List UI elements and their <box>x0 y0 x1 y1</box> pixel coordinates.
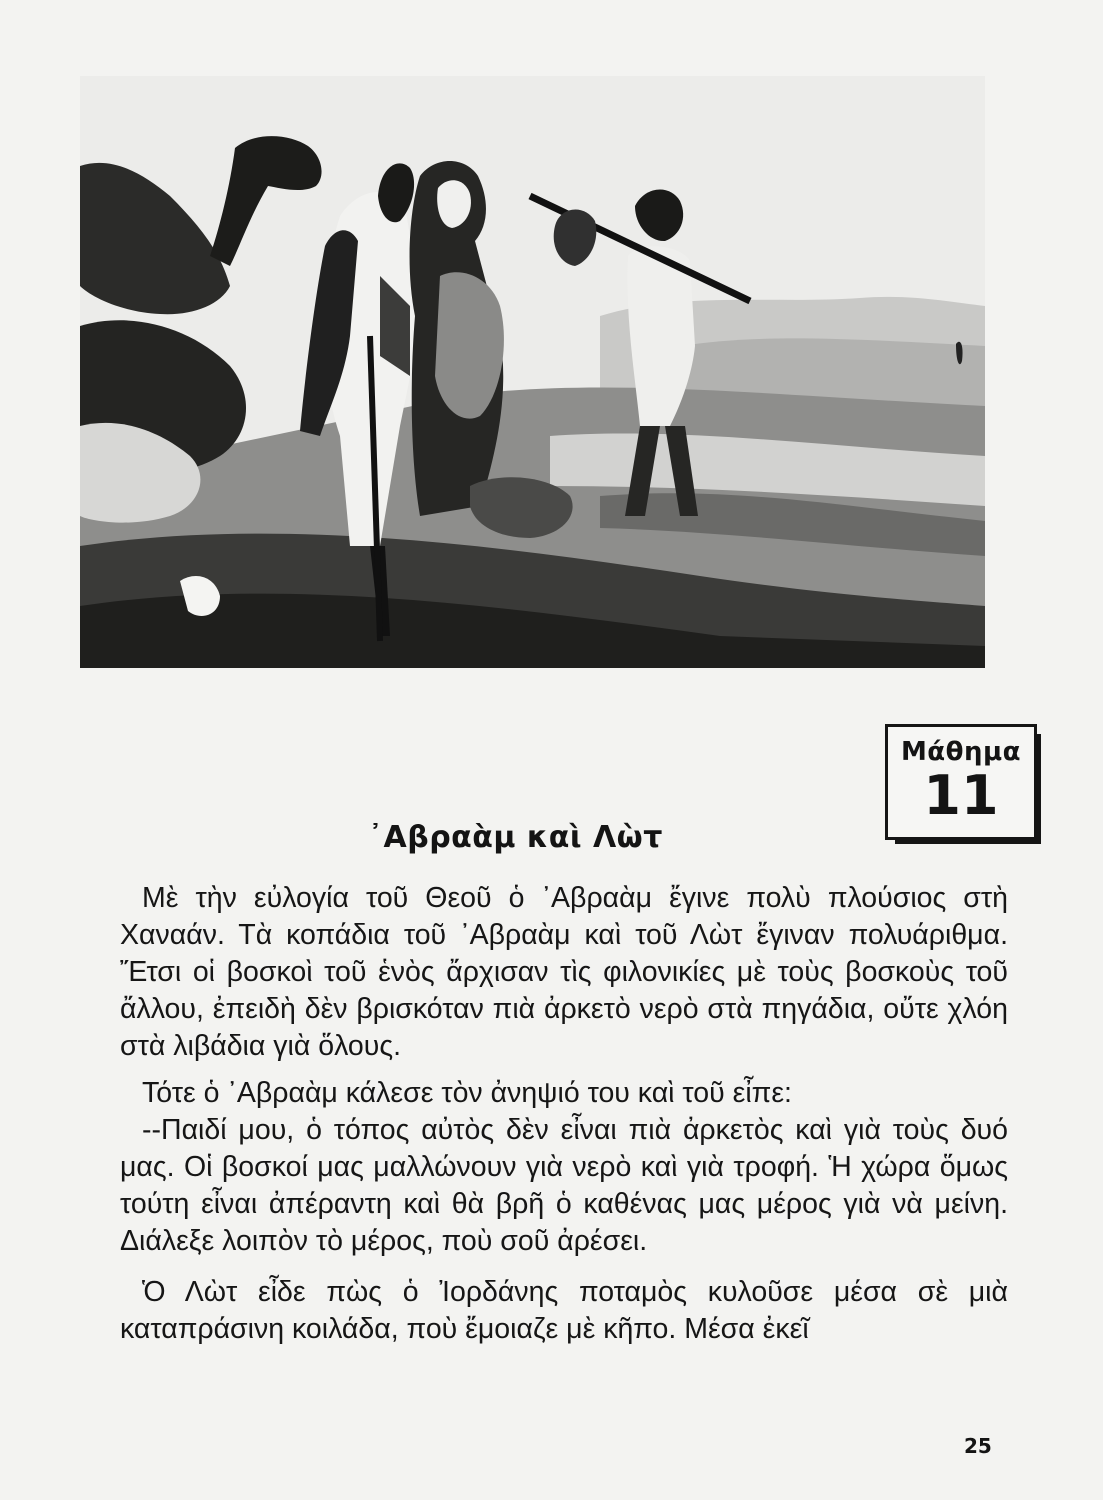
paragraph: Τότε ὁ ᾿Αβραὰμ κάλεσε τὸν ἀνηψιό του καὶ τοῦ εἶπε: <box>142 1077 792 1109</box>
lesson-label: Μάθημα <box>900 737 1022 767</box>
lesson-badge <box>885 724 1037 840</box>
paragraph: Μὲ τὴν εὐλογία τοῦ Θεοῦ ὁ ᾿Αβραὰμ ἔγινε πολὺ πλούσιος στὴ Χαναάν. Τὰ κοπάδια τοῦ ᾿Αβραὰμ καὶ τοῦ Λὼτ ἔγιναν πολυάριθμα. Ἔτσι οἱ βοσκοὶ τοῦ ἑνὸς ἄρχισαν τὶς φιλονικίες μὲ τοὺς βοσκοὺς τοῦ ἄλλου, ἐπειδὴ δὲν βρισκόταν πιὰ ἀρκετὸ νερὸ στὰ πηγάδια, οὔτε χλόη στὰ λιβάδια γιὰ ὅλους. <box>120 882 1008 1062</box>
paragraph: --Παιδί μου, ὁ τόπος αὐτὸς δὲν εἶναι πιὰ ἀρκετὸς καὶ γιὰ τοὺς δυό μας. Οἱ βοσκοί μας μαλλώνουν γιὰ νερὸ καὶ γιὰ τροφή. Ἡ χώρα ὅμως τούτη εἶναι ἀπέραντη καὶ θὰ βρῆ ὁ καθένας μας μέρος γιὰ νὰ μείνη. Διάλεξε λοιπὸν τὸ μέρος, ποὺ σοῦ ἀρέσει. <box>120 1114 1008 1257</box>
lesson-number: 11 <box>923 764 999 827</box>
illustration <box>80 76 985 668</box>
illustration-abraham-journey <box>80 76 985 668</box>
body-text <box>120 880 1008 1348</box>
page-title: ᾿Αβραὰμ καὶ Λὼτ <box>368 820 663 855</box>
paragraph: Ὁ Λὼτ εἶδε πὼς ὁ Ἰορδάνης ποταμὸς κυλοῦσε μέσα σὲ μιὰ καταπράσινη κοιλάδα, ποὺ ἔμοιαζε μὲ κῆπο. Μέσα ἐκεῖ <box>120 1276 1008 1345</box>
page-number: 25 <box>964 1434 992 1458</box>
